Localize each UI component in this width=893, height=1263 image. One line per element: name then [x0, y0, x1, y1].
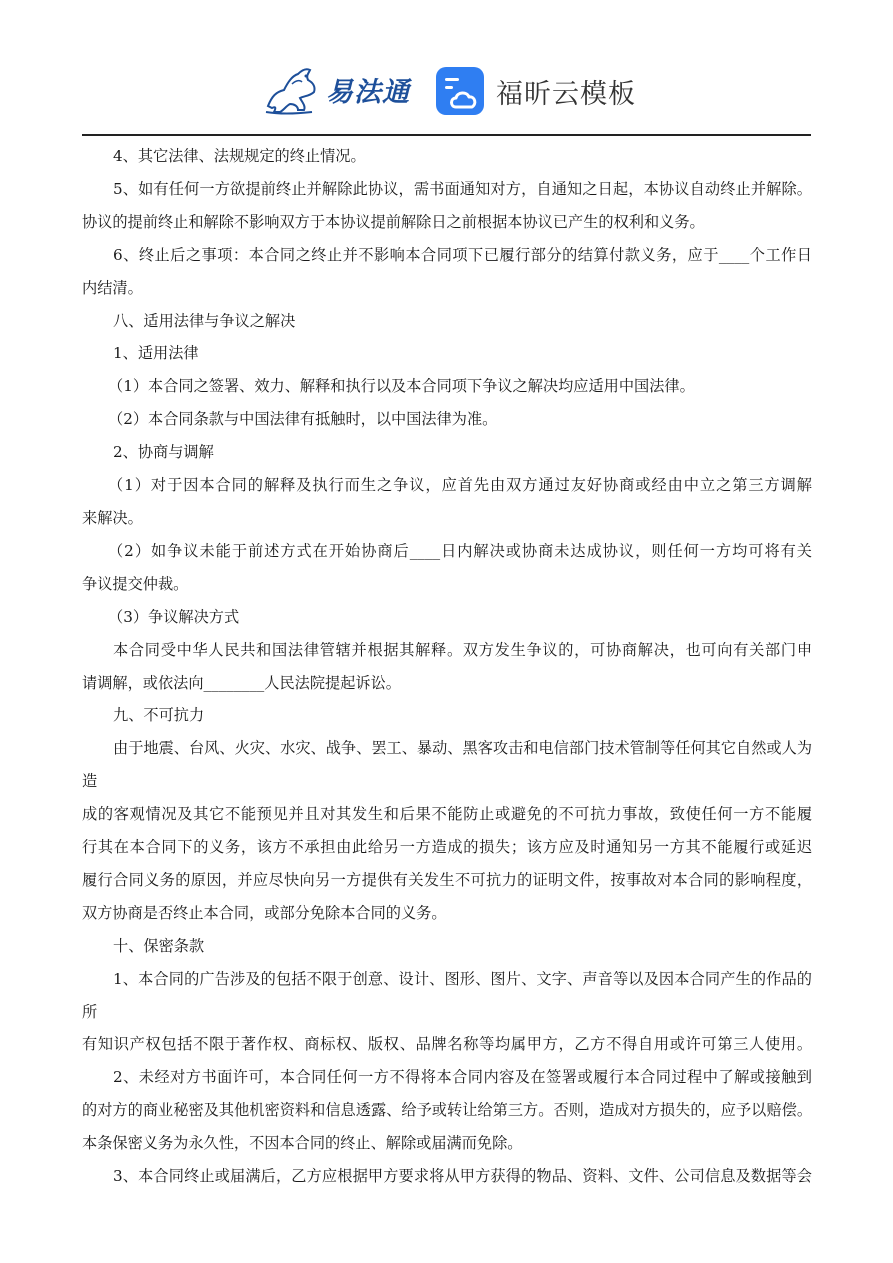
clause-9-line-1: 由于地震、台风、火灾、水灾、战争、罢工、暴动、黑客攻击和电信部门技术管制等任何其它自然或人为造	[82, 739, 812, 791]
clause-9-line-2: 成的客观情况及其它不能预见并且对其发生和后果不能防止或避免的不可抗力事故，致使任何一方不能履	[82, 805, 812, 824]
page-header	[0, 0, 893, 136]
clause-10-1-cont: 有知识产权包括不限于著作权、商标权、版权、品牌名称等均属甲方，乙方不得自用或许可第三人使用。	[82, 1035, 812, 1054]
yifatong-logo	[262, 62, 412, 116]
clause-8-2-3-heading: （3）争议解决方式	[108, 607, 240, 626]
clause-9-line-5: 双方协商是否终止本合同，或部分免除本合同的义务。	[82, 903, 447, 922]
clause-10-2: 2、未经对方书面许可，本合同任何一方不得将本合同内容及在签署或履行本合同过程中了解或接触到	[113, 1068, 812, 1087]
yifatong-logo-text: 易法通	[326, 76, 410, 108]
clause-8-1-heading: 1、适用法律	[113, 344, 199, 363]
section-8-heading: 八、适用法律与争议之解决	[113, 311, 296, 330]
clause-8-1-2: （2）本合同条款与中国法律有抵触时，以中国法律为准。	[108, 410, 498, 429]
section-10-heading: 十、保密条款	[113, 936, 205, 955]
clause-8-2-1: （1）对于因本合同的解释及执行而生之争议，应首先由双方通过友好协商或经由中立之第三方调解	[108, 476, 812, 495]
clause-8-2-2-cont: 争议提交仲裁。	[82, 574, 189, 593]
fuxin-cloud-doc-icon	[436, 67, 484, 115]
clause-8-1-1: （1）本合同之签署、效力、解释和执行以及本合同项下争议之解决均应适用中国法律。	[108, 377, 695, 396]
clause-10-1: 1、本合同的广告涉及的包括不限于创意、设计、图形、图片、文字、声音等以及因本合同产生的作品的所	[82, 969, 812, 1021]
document-body	[82, 140, 812, 1193]
clause-8-2-3-cont: 请调解，或依法向________人民法院提起诉讼。	[82, 673, 401, 692]
clause-8-2-2: （2）如争议未能于前述方式在开始协商后____日内解决或协商未达成协议，则任何一方均可将有关	[108, 541, 812, 560]
clause-7-6-cont: 内结清。	[82, 278, 143, 297]
section-9-heading: 九、不可抗力	[113, 706, 205, 725]
clause-7-6: 6、终止后之事项：本合同之终止并不影响本合同项下已履行部分的结算付款义务，应于____个工作日	[113, 245, 812, 264]
clause-10-2-cont-2: 本条保密义务为永久性，不因本合同的终止、解除或届满而免除。	[82, 1134, 523, 1153]
clause-7-4: 4、其它法律、法规规定的终止情况。	[113, 147, 366, 165]
clause-9-line-3: 行其在本合同下的义务，该方不承担由此给另一方造成的损失；该方应及时通知另一方其不能履行或延迟	[82, 838, 812, 857]
clause-10-3: 3、本合同终止或届满后，乙方应根据甲方要求将从甲方获得的物品、资料、文件、公司信息及数据等会	[113, 1167, 812, 1186]
fuxin-logo-text: 福昕云模板	[496, 78, 636, 110]
clause-8-2-3: 本合同受中华人民共和国法律管辖并根据其解释。双方发生争议的，可协商解决，也可向有关部门申	[113, 640, 812, 659]
clause-7-5: 5、如有任何一方欲提前终止并解除此协议，需书面通知对方，自通知之日起，本协议自动终止并解除。	[113, 179, 812, 198]
clause-8-2-heading: 2、协商与调解	[113, 443, 214, 462]
clause-7-5-cont: 协议的提前终止和解除不影响双方于本协议提前解除日之前根据本协议已产生的权利和义务。	[82, 212, 705, 231]
clause-10-2-cont: 的对方的商业秘密及其他机密资料和信息透露、给予或转让给第三方。否则，造成对方损失的，应予以赔偿。	[82, 1101, 812, 1120]
fuxin-logo	[436, 66, 636, 116]
clause-8-2-1-cont: 来解决。	[82, 508, 143, 527]
clause-9-line-4: 履行合同义务的原因，并应尽快向另一方提供有关发生不可抗力的证明文件，按事故对本合同的影响程度，	[82, 870, 812, 889]
qilin-icon	[262, 62, 322, 116]
header-divider	[82, 134, 811, 136]
